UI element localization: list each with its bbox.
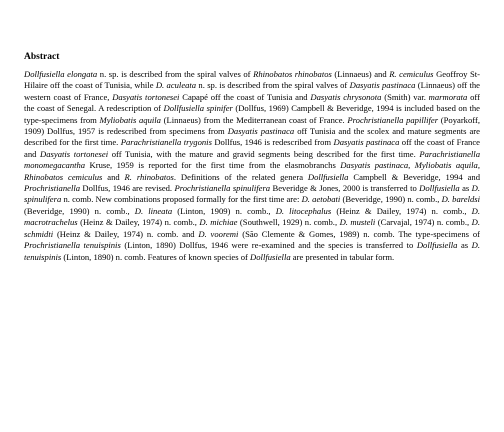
abstract-text-run: (Carvajal, 1974) n. comb., xyxy=(375,217,472,228)
abstract-text-run: (Beveridge, 1990) n. comb., xyxy=(340,194,442,205)
abstract-text-run: Kruse, 1959 is reported for the first time from the elasmobranchs xyxy=(85,160,341,171)
abstract-text-run: (Linnaeus) off the western coast of France, xyxy=(24,80,480,102)
taxon-name-italic: Prochristianella xyxy=(24,183,81,194)
taxon-name-italic: Rhinobatos cemiculus xyxy=(24,171,103,182)
taxon-name-italic: D. macrotrachelus xyxy=(24,205,480,228)
abstract-text-run: off the coast of France and xyxy=(24,137,480,159)
taxon-name-italic: Dasyatis pastinaca xyxy=(340,160,409,171)
taxon-name-italic: Prochristianella spinulifera xyxy=(174,183,271,194)
taxon-name-italic: Rhinobatos rhinobatos xyxy=(253,69,332,79)
abstract-text-run: (Linton, 1909) n. comb., xyxy=(172,205,276,216)
taxon-name-italic: Myliobatis aquila xyxy=(414,160,478,171)
abstract-text-run: off the coast of Senegal. A redescription of xyxy=(24,91,481,114)
taxon-name-italic: Dollfusiella xyxy=(307,171,349,182)
taxon-name-italic: D. aculeata xyxy=(155,80,197,91)
abstract-text-run: (Linnaeus) from the Mediterranean coast of France. xyxy=(160,114,348,125)
taxon-name-italic: R. cemiculus xyxy=(389,69,434,79)
abstract-text-run: , xyxy=(477,160,480,171)
abstract-text-run: as xyxy=(459,183,472,194)
abstract-text-run: Dollfus, 1946 are revised. xyxy=(80,183,175,194)
taxon-name-italic: D. musteli xyxy=(339,217,376,228)
taxon-name-italic: D. litocephalus xyxy=(275,205,332,216)
abstract-text-run: Beveridge & Jones, 2000 is transferred to xyxy=(270,183,420,194)
taxon-name-italic: Prochristianella papillifer xyxy=(347,114,439,125)
taxon-name-italic: D. vooremi xyxy=(198,228,239,239)
abstract-text-run: as xyxy=(457,240,472,251)
abstract-text-run: (Heinz & Dailey, 1974) n. comb. and xyxy=(53,228,199,239)
abstract-text-run: n. comb. New combinations proposed formally for the first time are: xyxy=(61,194,302,205)
abstract-text-run: Campbell & Beveridge, 1994 and xyxy=(348,171,480,182)
abstract-text-run: (Linnaeus) and xyxy=(331,69,390,79)
taxon-name-italic: Dollfusiella xyxy=(419,183,460,194)
abstract-text-run: (Southwell, 1929) n. comb., xyxy=(237,217,340,228)
abstract-text-run: (Smith) var. xyxy=(381,91,429,102)
taxon-name-italic: D. michiae xyxy=(199,217,238,228)
abstract-heading: Abstract xyxy=(24,52,60,62)
abstract-text-run: (Poyarkoff, 1909) Dollfus, 1957 is redescribed from specimens from xyxy=(24,114,480,137)
abstract-text-run: (Beveridge, 1990) n. comb., xyxy=(24,205,135,216)
abstract-text-run: and xyxy=(102,171,125,182)
abstract-text-run: , xyxy=(408,160,415,171)
taxon-name-italic: D. aetobati xyxy=(301,194,341,205)
abstract-text-run: Dollfus, 1946 is redescribed from xyxy=(211,137,334,148)
abstract-text-run: n. sp. is described from the spiral valves of xyxy=(97,69,254,79)
taxon-name-italic: Parachristianella monomegacantha xyxy=(24,148,480,171)
abstract-text-run: (Dollfus, 1969) Campbell & Beveridge, 1994 is included based on the type-specimens from xyxy=(24,103,481,125)
taxon-name-italic: Dollfusiella xyxy=(250,251,291,262)
taxon-name-italic: Dasyatis pastinaca xyxy=(227,126,295,137)
abstract-text-run: Geoffroy St-Hilaire off the coast of Tunisia, while xyxy=(24,69,480,91)
abstract-text-run: (Heinz & Dailey, 1974) n. comb., xyxy=(331,205,472,216)
taxon-name-italic: Parachristianella trygonis xyxy=(120,137,212,148)
taxon-name-italic: D. spinulifera xyxy=(24,183,480,205)
taxon-name-italic: D. lineata xyxy=(134,205,173,216)
taxon-name-italic: R. rhinobatos xyxy=(124,171,174,182)
abstract-body xyxy=(24,69,480,263)
abstract-text-run: off Tunisia, with the mature and gravid segments being described for the first time. xyxy=(108,148,420,159)
taxon-name-italic: D. schmidti xyxy=(24,217,480,239)
abstract-text-run: . Definitions of the related genera xyxy=(173,171,308,182)
taxon-name-italic: Dollfusiella elongata xyxy=(24,69,98,79)
taxon-name-italic: Dasyatis tortonesei xyxy=(40,148,109,159)
document-page xyxy=(24,52,480,263)
abstract-text-run: (Heinz & Dailey, 1974) n. comb., xyxy=(77,217,200,228)
taxon-name-italic: D. bareldsi xyxy=(441,194,481,205)
abstract-text-run: n. sp. is described from the spiral valves of xyxy=(196,80,350,91)
taxon-name-italic: Dasyatis chrysonota xyxy=(310,91,382,102)
taxon-name-italic: Dollfusiella xyxy=(416,240,458,251)
taxon-name-italic: Dasyatis pastinaca xyxy=(333,137,400,148)
taxon-name-italic: marmorata xyxy=(428,91,468,102)
abstract-text-run: off Tunisia and the scolex and mature segments are described for the first time. xyxy=(24,126,480,148)
taxon-name-italic: Prochristianella tenuispinis xyxy=(24,240,121,251)
abstract-text-run: are presented in tabular form. xyxy=(290,251,395,262)
taxon-name-italic: Dasyatis tortonesei xyxy=(112,91,180,102)
abstract-text-run: (Linton, 1890) n. comb. Features of known species of xyxy=(61,251,251,262)
taxon-name-italic: Dasyatis pastinaca xyxy=(349,80,416,91)
abstract-text-run: (Linton, 1890) Dollfus, 1946 were re-examined and the species is transferred to xyxy=(120,240,417,251)
taxon-name-italic: Dollfusiella spinifer xyxy=(163,103,233,114)
taxon-name-italic: Myliobatis aquila xyxy=(99,114,161,125)
abstract-text-run: (São Clemente & Gomes, 1989) n. comb. The type-specimens of xyxy=(238,228,480,239)
taxon-name-italic: D. tenuispinis xyxy=(24,240,480,262)
abstract-text-run: Capapé off the coast of Tunisia and xyxy=(179,91,311,102)
